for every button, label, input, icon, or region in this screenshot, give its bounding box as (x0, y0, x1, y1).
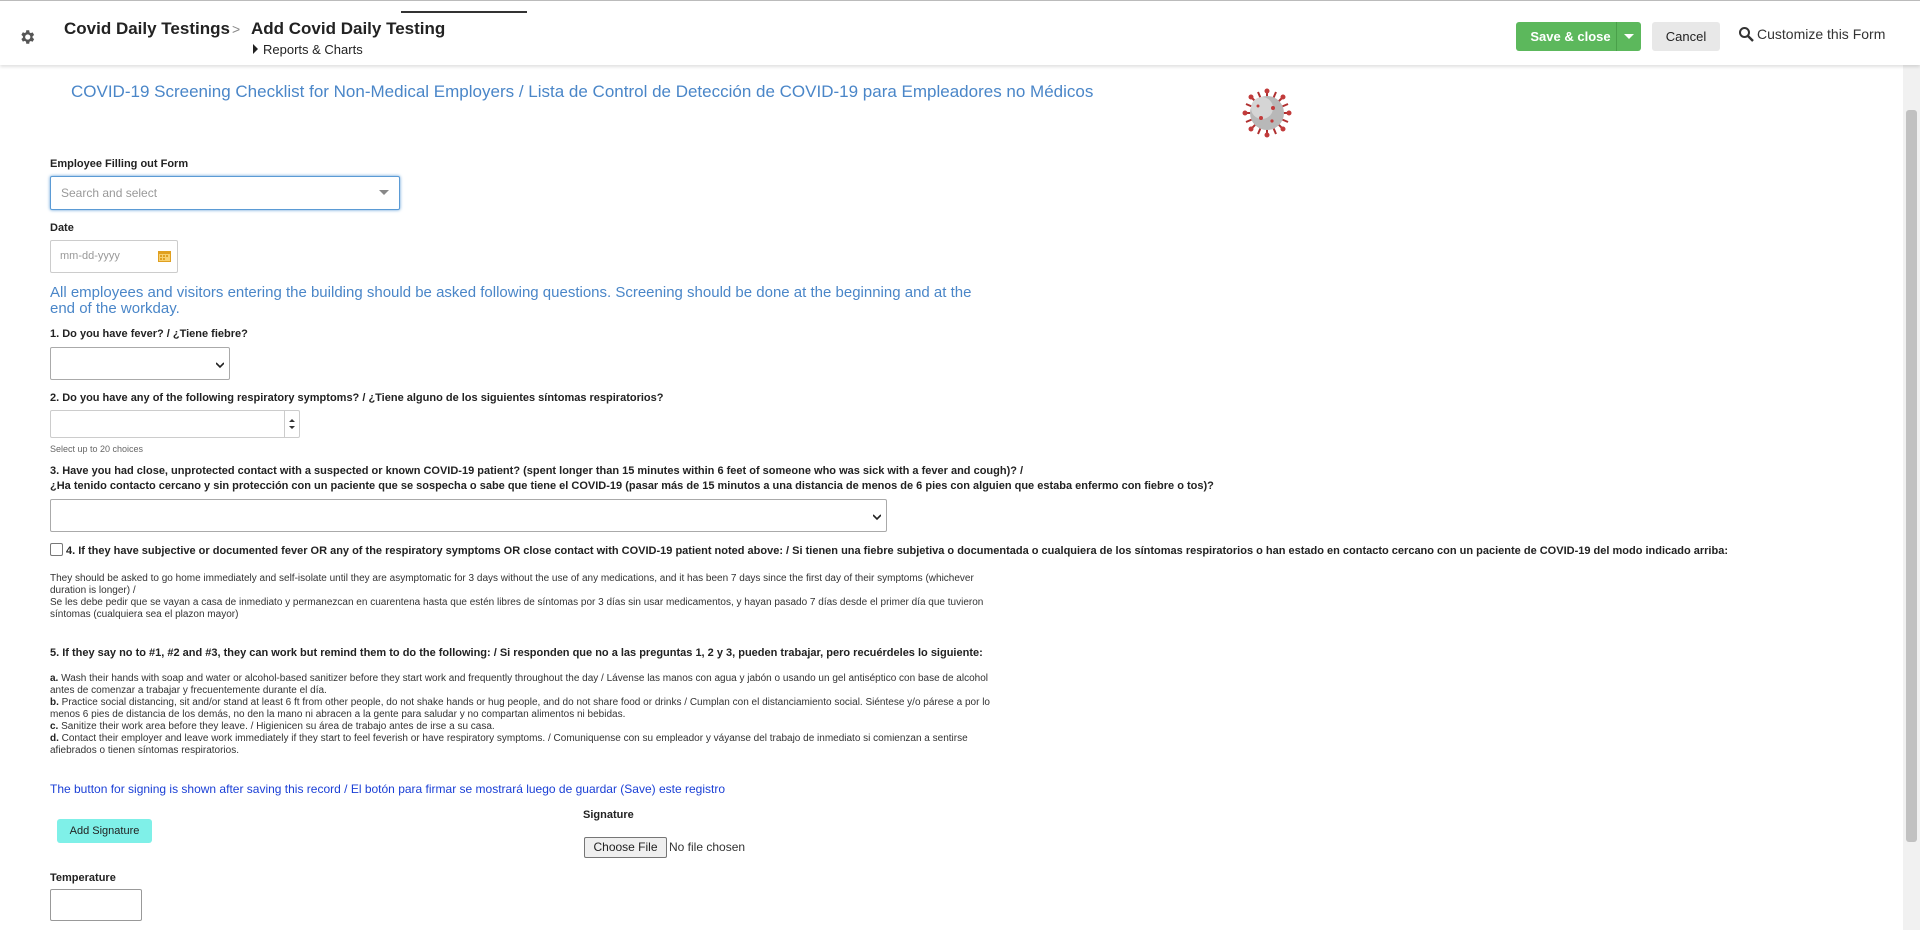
question-5-item-d (50, 733, 1010, 757)
scrollbar-thumb[interactable] (1906, 110, 1917, 842)
item-text: Contact their employer and leave work immediately if they start to feel feverish or have respiratory symptoms. / Comuniquense con su empleador y váyanse del trabajo de inmediato si comienzan a sentirse afiebrados o tienen síntomas respiratorios. (50, 733, 968, 756)
item-letter: c. (50, 721, 59, 732)
question-3-label-es: ¿Ha tenido contacto cercano y sin protección con un paciente que se sospecha o sabe que tiene el COVID-19 (pasar más de 15 minutos a una distancia de menos de 6 pies con alguien que estaba enfermo con fiebre o tos)? (50, 480, 1214, 492)
question-5-item-a (50, 673, 1010, 697)
reports-charts-link[interactable] (253, 42, 363, 57)
cancel-button[interactable]: Cancel (1652, 22, 1720, 51)
question-1-label: 1. Do you have fever? / ¿Tiene fiebre? (50, 328, 248, 340)
temperature-label: Temperature (50, 872, 116, 884)
reports-charts-label: Reports & Charts (263, 42, 363, 57)
employee-placeholder: Search and select (61, 186, 158, 200)
question-3-label-en: 3. Have you had close, unprotected contact with a suspected or known COVID-19 patient? (spent longer than 15 minutes within 6 feet of someone who was sick with a fever and cough)? / (50, 465, 1024, 477)
customize-form-link[interactable] (1738, 26, 1885, 42)
choose-file-button[interactable]: Choose File (584, 837, 667, 858)
signing-note: The button for signing is shown after saving this record / El botón para firmar se mostrará luego de guardar (Save) este registro (50, 782, 725, 796)
question-5-item-c (50, 721, 1010, 733)
employee-select[interactable] (50, 176, 400, 210)
chevron-down-icon (379, 190, 389, 195)
question-2-hint: Select up to 20 choices (50, 444, 144, 454)
question-2-multiselect[interactable] (50, 410, 300, 438)
question-5-item-b (50, 697, 1010, 721)
item-text: Sanitize their work area before they leave. / Higienicen su área de trabajo antes de irse a su casa. (61, 721, 495, 732)
chevron-down-icon (873, 513, 881, 521)
item-text: Wash their hands with soap and water or alcohol-based sanitizer before they start work and frequently throughout the day / Lávense las manos con agua y jabón o usando un gel antiséptico con base de alcohol antes de comenzar a trabajar y frecuentemente durante el día. (50, 673, 988, 696)
question-2-label: 2. Do you have any of the following respiratory symptoms? / ¿Tiene alguno de los siguientes síntomas respiratorios? (50, 392, 664, 404)
coronavirus-image (1242, 88, 1292, 138)
save-close-button[interactable]: Save & close (1516, 22, 1625, 51)
customize-form-label: Customize this Form (1757, 26, 1886, 42)
item-text: Practice social distancing, sit and/or stand at least 6 ft from other people, do not shake hands or hug people, and do not share food or drinks / Cumplan con el distanciamiento social. Siéntese y/o párese a por lo menos 6 pies de distancia de los demás, no den la mano ni abracen a la gente para saludar y no compartan alimentos ni bebidas. (50, 697, 990, 720)
page-title: Add Covid Daily Testing (251, 19, 446, 38)
save-options-dropdown[interactable] (1616, 22, 1641, 51)
question-4-text-es: Se les debe pedir que se vayan a casa de inmediato y permanezcan en cuarentena hasta que estén libres de síntomas por 3 días sin usar medicamentos, y hayan pasado 7 días desde el primer día que tuvieron síntomas (cualquiera sea el plazon mayor) (50, 597, 984, 620)
breadcrumb[interactable]: Covid Daily Testings (64, 19, 230, 38)
date-field[interactable] (50, 240, 178, 273)
item-letter: a. (50, 673, 59, 684)
file-status: No file chosen (669, 840, 746, 854)
question-3-select[interactable] (50, 499, 887, 532)
add-signature-button[interactable]: Add Signature (57, 819, 152, 843)
breadcrumb-separator: > (232, 21, 241, 37)
active-tab-indicator (401, 11, 527, 13)
top-toolbar (0, 0, 1920, 65)
question-5-label: 5. If they say no to #1, #2 and #3, they can work but remind them to do the following: / Si responden que no a las preguntas 1, 2 y 3, pueden trabajar, pero recuérdeles lo siguiente: (50, 647, 983, 659)
screening-instructions: All employees and visitors entering the building should be asked following questions. Screening should be done at the beginning and at the end of the workday. (50, 284, 972, 317)
caret-right-icon (253, 44, 258, 54)
question-4-checkbox[interactable] (50, 543, 63, 556)
temperature-input[interactable] (50, 889, 142, 921)
item-letter: b. (50, 697, 59, 708)
item-letter: d. (50, 733, 59, 744)
date-placeholder: mm-dd-yyyy (60, 250, 120, 262)
sort-arrows-icon[interactable] (284, 411, 299, 437)
gear-icon[interactable] (18, 28, 36, 46)
form-title: COVID-19 Screening Checklist for Non-Medical Employers / Lista de Control de Detección de COVID-19 para Empleadores no Médicos (71, 82, 1094, 101)
search-icon (1738, 26, 1754, 42)
signature-label: Signature (583, 809, 634, 821)
question-4-text-en: They should be asked to go home immediately and self-isolate until they are asymptomatic for 3 days without the use of any medications, and it has been 7 days since the first day of their symptoms (whichever duration is longer) / (50, 573, 974, 596)
calendar-icon[interactable] (158, 250, 171, 262)
date-label: Date (50, 222, 74, 234)
question-1-select[interactable] (50, 347, 230, 380)
employee-label: Employee Filling out Form (50, 158, 189, 170)
chevron-down-icon (216, 361, 224, 369)
question-4-label: 4. If they have subjective or documented fever OR any of the respiratory symptoms OR close contact with COVID-19 patient noted above: / Si tienen una fiebre subjetiva o documentada o cualquiera de los síntomas respiratorios o han estado en contacto cercano con un paciente de COVID-19 del modo indicado arriba: (66, 545, 1728, 557)
